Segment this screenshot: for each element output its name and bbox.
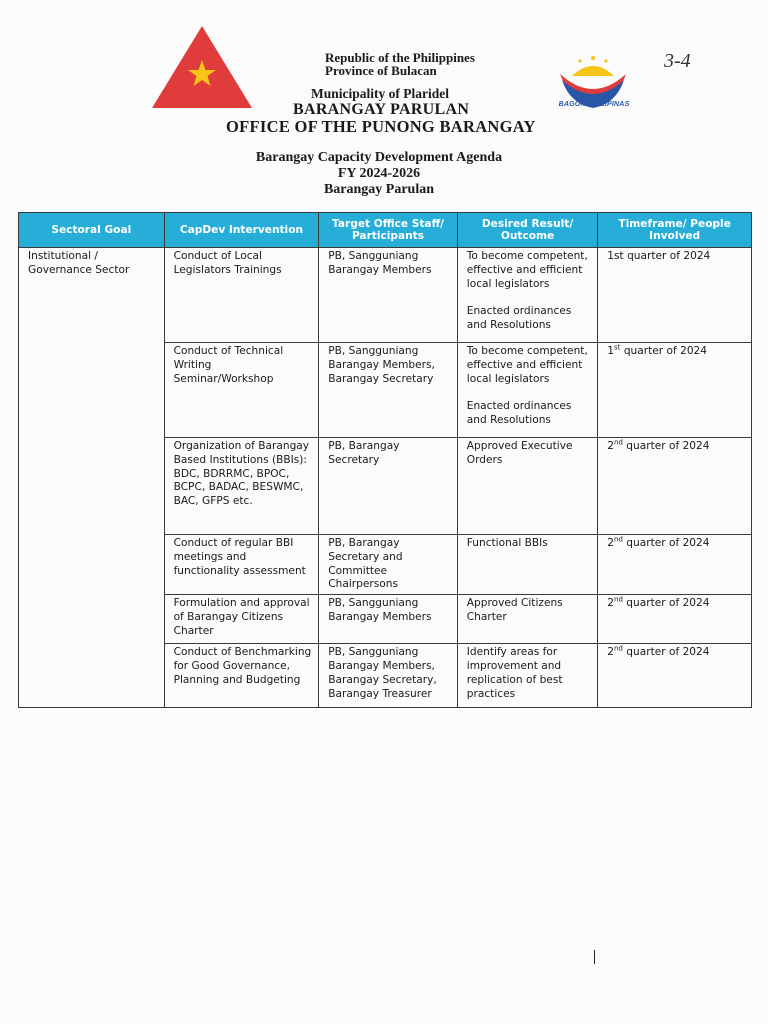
timeframe-text: quarter of 2024 bbox=[622, 537, 710, 549]
timeframe-cell: 1st quarter of 2024 bbox=[598, 248, 752, 343]
timeframe-text: quarter of 2024 bbox=[620, 345, 708, 357]
header-target-staff: Target Office Staff/ Participants bbox=[319, 213, 458, 248]
header-sectoral-goal: Sectoral Goal bbox=[19, 213, 165, 248]
office-line: OFFICE OF THE PUNONG BARANGAY bbox=[226, 117, 536, 136]
intervention-cell: Conduct of Technical Writing Seminar/Workshop bbox=[164, 343, 319, 438]
target-cell: PB, Barangay Secretary bbox=[319, 438, 458, 535]
target-cell: PB, Sangguniang Barangay Members, Barangay Secretary, Barangay Treasurer bbox=[319, 644, 458, 708]
document-subtitle: Barangay Parulan bbox=[323, 182, 435, 197]
outcome-text: To become competent, effective and efficient local legislators bbox=[466, 250, 588, 290]
timeframe-cell bbox=[598, 644, 752, 708]
header-timeframe: Timeframe/ People Involved bbox=[598, 213, 752, 248]
timeframe-ordinal: nd bbox=[614, 438, 623, 447]
intervention-cell: Conduct of Local Legislators Trainings bbox=[164, 248, 319, 343]
outcome-text: To become competent, effective and efficient local legislators bbox=[466, 345, 588, 385]
outcome-cell bbox=[457, 248, 598, 343]
timeframe-ordinal: nd bbox=[614, 644, 623, 653]
intervention-cell: Organization of Barangay Based Institutions (BBIs): BDC, BDRRMC, BPOC, BCPC, BADAC, BESWMC, BAC, GFPS etc. bbox=[164, 438, 319, 535]
capdev-agenda-table bbox=[18, 212, 752, 708]
timeframe-ordinal: nd bbox=[614, 595, 623, 604]
outcome-text: Enacted ordinances and Resolutions bbox=[466, 305, 572, 331]
municipal-seal-logo bbox=[150, 24, 254, 110]
timeframe-cell bbox=[598, 438, 752, 535]
timeframe-text: quarter of 2024 bbox=[622, 597, 710, 610]
table-header-row bbox=[19, 213, 752, 248]
timeframe-ordinal: st bbox=[614, 343, 621, 352]
target-cell: PB, Barangay Secretary and Committee Chairpersons bbox=[319, 535, 458, 595]
timeframe-ordinal: nd bbox=[614, 535, 623, 544]
barangay-line: BARANGAY PARULAN bbox=[293, 101, 470, 118]
outcome-cell bbox=[457, 343, 598, 438]
target-cell: PB, Sangguniang Barangay Members, Barangay Secretary bbox=[319, 343, 458, 438]
timeframe-cell bbox=[598, 343, 752, 438]
province-line: Province of Bulacan bbox=[325, 63, 437, 78]
timeframe-number: 2 bbox=[607, 537, 615, 549]
timeframe-cell bbox=[598, 535, 752, 595]
outcome-text: Enacted ordinances and Resolutions bbox=[466, 400, 572, 426]
timeframe-number: 2 bbox=[607, 597, 615, 610]
republic-line: Republic of the Philippines bbox=[325, 50, 475, 65]
target-cell: PB, Sangguniang Barangay Members bbox=[319, 248, 458, 343]
timeframe-number: 2 bbox=[607, 440, 615, 452]
target-cell: PB, Sangguniang Barangay Members bbox=[319, 595, 458, 644]
scan-mark bbox=[594, 950, 595, 964]
sectoral-goal-cell: Institutional / Governance Sector bbox=[19, 248, 165, 708]
outcome-cell: Identify areas for improvement and replication of best practices bbox=[457, 644, 598, 708]
header-desired-result: Desired Result/ Outcome bbox=[457, 213, 598, 248]
intervention-cell: Conduct of regular BBI meetings and functionality assessment bbox=[164, 535, 319, 595]
fiscal-year: FY 2024-2026 bbox=[337, 166, 421, 181]
handwritten-page-note: 3-4 bbox=[664, 50, 691, 72]
outcome-cell: Approved Executive Orders bbox=[457, 438, 598, 535]
outcome-cell: Approved Citizens Charter bbox=[457, 595, 598, 644]
table-row bbox=[19, 248, 752, 343]
timeframe-text: quarter of 2024 bbox=[622, 440, 710, 452]
municipality-line: Municipality of Plaridel bbox=[311, 86, 449, 101]
bagong-pilipinas-text: BAGONG PILIPINAS bbox=[558, 101, 630, 108]
document-title: Barangay Capacity Development Agenda bbox=[255, 150, 503, 165]
timeframe-cell bbox=[598, 595, 752, 644]
intervention-cell: Conduct of Benchmarking for Good Governance, Planning and Budgeting bbox=[164, 644, 319, 708]
timeframe-text: quarter of 2024 bbox=[622, 646, 710, 659]
header-capdev-intervention: CapDev Intervention bbox=[164, 213, 319, 248]
outcome-cell: Functional BBIs bbox=[457, 535, 598, 595]
intervention-cell: Formulation and approval of Barangay Citizens Charter bbox=[164, 595, 319, 644]
timeframe-number: 2 bbox=[607, 646, 615, 659]
timeframe-number: 1 bbox=[607, 345, 615, 357]
